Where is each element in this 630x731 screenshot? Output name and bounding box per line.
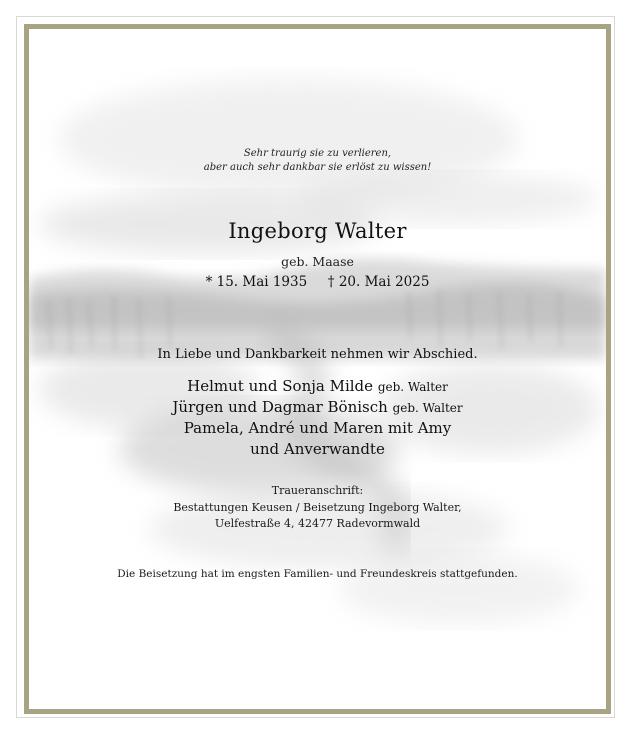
mourner-name: Helmut und Sonja Milde — [187, 377, 374, 395]
motto-line-1: Sehr traurig sie zu verlieren, — [243, 148, 392, 159]
mourner-name: und Anverwandte — [250, 440, 385, 458]
obituary-content — [29, 29, 606, 709]
mourner-line — [29, 440, 606, 458]
mourner-name: Pamela, André und Maren mit Amy — [183, 419, 452, 437]
address-line-2: Uelfestraße 4, 42477 Radevormwald — [214, 517, 421, 530]
death-date: † 20. Mai 2025 — [327, 274, 430, 290]
mourner-note: geb. Walter — [377, 380, 448, 394]
mourner-line — [29, 419, 606, 437]
life-dates — [29, 274, 606, 290]
mourner-note: geb. Walter — [392, 401, 463, 415]
motto-line-2: aber auch sehr dankbar sie erlöst zu wissen! — [203, 162, 432, 173]
birth-date: * 15. Mai 1935 — [205, 274, 308, 290]
deceased-name: Ingeborg Walter — [228, 219, 407, 243]
address-heading: Traueranschrift: — [271, 484, 364, 497]
address-line-1: Bestattungen Keusen / Beisetzung Ingeborg Walter, — [173, 501, 462, 514]
burial-notice: Die Beisetzung hat im engsten Familien- und Freundeskreis stattgefunden. — [117, 568, 518, 580]
mourner-line — [29, 377, 606, 395]
farewell-text: In Liebe und Dankbarkeit nehmen wir Abschied. — [157, 347, 478, 362]
mourner-name: Jürgen und Dagmar Bönisch — [172, 398, 388, 416]
birth-name: geb. Maase — [281, 254, 354, 269]
gold-frame — [24, 24, 611, 714]
mourner-line — [29, 398, 606, 416]
